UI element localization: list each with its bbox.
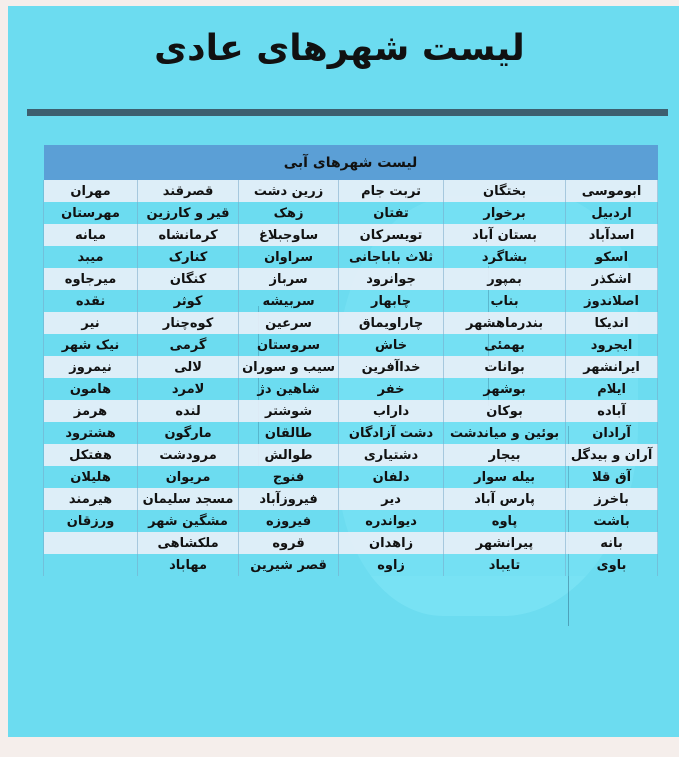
table-row (44, 334, 658, 356)
city-cell: هیرمند (44, 488, 138, 510)
city-cell: نقده (44, 290, 138, 312)
city-cell: باشت (566, 510, 658, 532)
city-cell: هلیلان (44, 466, 138, 488)
table-row (44, 180, 658, 202)
city-cell: شاهین دژ (239, 378, 339, 400)
city-cell: زاهدان (339, 532, 444, 554)
city-cell: ایرانشهر (566, 356, 658, 378)
cities-table (43, 145, 658, 576)
city-cell: پاوه (444, 510, 566, 532)
table-row (44, 202, 658, 224)
table-row (44, 312, 658, 334)
table-row (44, 290, 658, 312)
city-cell: بانه (566, 532, 658, 554)
city-cell: تایباد (444, 554, 566, 576)
table-row (44, 444, 658, 466)
city-cell: چاراویماق (339, 312, 444, 334)
table-row (44, 224, 658, 246)
city-cell: هامون (44, 378, 138, 400)
table-row (44, 510, 658, 532)
table-row (44, 246, 658, 268)
city-cell: آق قلا (566, 466, 658, 488)
city-cell: دیواندره (339, 510, 444, 532)
city-cell: آران و بیدگل (566, 444, 658, 466)
city-cell: مارگون (138, 422, 239, 444)
city-cell: هشترود (44, 422, 138, 444)
table-row (44, 268, 658, 290)
city-cell: شوشتر (239, 400, 339, 422)
city-cell: تویسرکان (339, 224, 444, 246)
city-cell: مریوان (138, 466, 239, 488)
city-cell: کنارک (138, 246, 239, 268)
city-cell: ابوموسی (566, 180, 658, 202)
city-cell: نیک شهر (44, 334, 138, 356)
city-cell: خاش (339, 334, 444, 356)
city-cell: داراب (339, 400, 444, 422)
city-cell: ثلاث باباجانی (339, 246, 444, 268)
city-cell: چابهار (339, 290, 444, 312)
page-title: لیست شهرهای عادی (154, 28, 525, 69)
city-cell: قروه (239, 532, 339, 554)
city-cell: بوکان (444, 400, 566, 422)
city-cell: باوی (566, 554, 658, 576)
city-cell: خفر (339, 378, 444, 400)
city-cell: کوثر (138, 290, 239, 312)
city-cell: قیر و کارزین (138, 202, 239, 224)
city-cell: بوشهر (444, 378, 566, 400)
city-cell: باخرز (566, 488, 658, 510)
city-cell: بستان آباد (444, 224, 566, 246)
city-cell: کوه‌چنار (138, 312, 239, 334)
city-cell: لالی (138, 356, 239, 378)
table-header: لیست شهرهای آبی (44, 145, 658, 180)
city-cell: سرعین (239, 312, 339, 334)
city-cell: کرمانشاه (138, 224, 239, 246)
city-cell: بندرماهشهر (444, 312, 566, 334)
city-cell: بشاگرد (444, 246, 566, 268)
city-cell: ملکشاهی (138, 532, 239, 554)
table-row (44, 466, 658, 488)
city-cell: بیله سوار (444, 466, 566, 488)
city-cell: نیر (44, 312, 138, 334)
city-cell: زهک (239, 202, 339, 224)
city-cell: گرمی (138, 334, 239, 356)
city-cell: پارس آباد (444, 488, 566, 510)
city-cell: بناب (444, 290, 566, 312)
city-cell: آرادان (566, 422, 658, 444)
city-cell: خداآفرین (339, 356, 444, 378)
city-cell: بهمئی (444, 334, 566, 356)
city-cell: طالقان (239, 422, 339, 444)
city-cell: ساوجبلاغ (239, 224, 339, 246)
city-cell: قصر شیرین (239, 554, 339, 576)
city-cell: فیروزه (239, 510, 339, 532)
table-row (44, 554, 658, 576)
city-cell: لنده (138, 400, 239, 422)
city-cell: طوالش (239, 444, 339, 466)
city-cell: زاوه (339, 554, 444, 576)
city-cell: اسکو (566, 246, 658, 268)
city-cell: لامرد (138, 378, 239, 400)
city-cell: سراوان (239, 246, 339, 268)
city-cell: بمپور (444, 268, 566, 290)
city-cell: ایجرود (566, 334, 658, 356)
city-cell: سیب و سوران (239, 356, 339, 378)
city-cell: مرودشت (138, 444, 239, 466)
city-cell: میبد (44, 246, 138, 268)
city-cell: فیروزآباد (239, 488, 339, 510)
city-cell: مهرستان (44, 202, 138, 224)
city-cell: مسجد سلیمان (138, 488, 239, 510)
city-cell: فنوج (239, 466, 339, 488)
city-cell: بوئین و میاندشت (444, 422, 566, 444)
city-cell: بختگان (444, 180, 566, 202)
city-cell: دشتیاری (339, 444, 444, 466)
city-cell: میانه (44, 224, 138, 246)
table-row (44, 378, 658, 400)
city-cell: برخوار (444, 202, 566, 224)
table-row (44, 356, 658, 378)
city-cell: نیمروز (44, 356, 138, 378)
city-cell: ایلام (566, 378, 658, 400)
city-cell: اندیکا (566, 312, 658, 334)
city-cell: هفتکل (44, 444, 138, 466)
title-divider (27, 109, 668, 116)
table-row (44, 532, 658, 554)
city-cell: اردبیل (566, 202, 658, 224)
city-cell: سرباز (239, 268, 339, 290)
table-row (44, 400, 658, 422)
city-cell: ورزقان (44, 510, 138, 532)
city-cell: اسدآباد (566, 224, 658, 246)
city-cell: تفتان (339, 202, 444, 224)
city-cell: بوانات (444, 356, 566, 378)
city-cell: مشگین شهر (138, 510, 239, 532)
city-cell: قصرقند (138, 180, 239, 202)
city-cell: دیر (339, 488, 444, 510)
table-row (44, 488, 658, 510)
city-cell: هرمز (44, 400, 138, 422)
city-cell: مهاباد (138, 554, 239, 576)
city-cell: بیجار (444, 444, 566, 466)
city-cell: جوانرود (339, 268, 444, 290)
city-cell: سربیشه (239, 290, 339, 312)
city-cell: دلفان (339, 466, 444, 488)
table-row (44, 422, 658, 444)
city-cell: اصلاندوز (566, 290, 658, 312)
city-cell: سروستان (239, 334, 339, 356)
city-cell: کنگان (138, 268, 239, 290)
city-cell: مهران (44, 180, 138, 202)
city-cell: اشکذر (566, 268, 658, 290)
city-cell (44, 532, 138, 554)
city-cell (44, 554, 138, 576)
city-cell: دشت آزادگان (339, 422, 444, 444)
city-cell: پیرانشهر (444, 532, 566, 554)
city-cell: میرجاوه (44, 268, 138, 290)
city-cell: تربت جام (339, 180, 444, 202)
city-cell: آباده (566, 400, 658, 422)
city-cell: زرین دشت (239, 180, 339, 202)
